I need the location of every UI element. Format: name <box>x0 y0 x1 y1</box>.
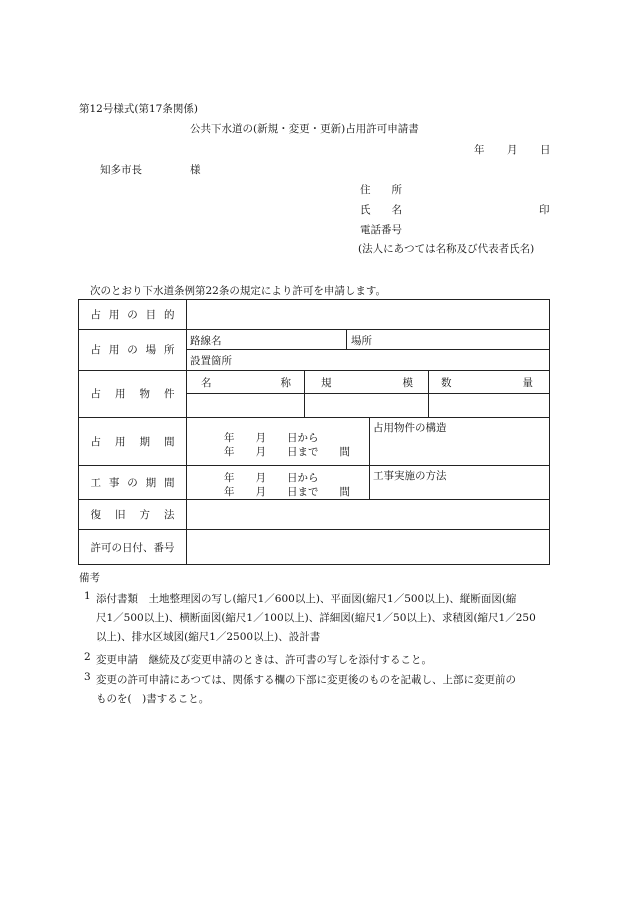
date-year: 年 <box>474 144 485 156</box>
route-name-label: 路線名 <box>190 335 222 347</box>
intro-text: 次のとおり下水道条例第22条の規定により許可を申請します。 <box>90 285 387 297</box>
period-label: 占 用 期 間 <box>90 435 175 448</box>
location-label: 場所 <box>351 335 372 347</box>
addressee-name: 知多市長 <box>100 164 142 176</box>
seal-mark: 印 <box>539 204 550 216</box>
notes-heading: 備考 <box>79 572 100 584</box>
object-label: 占 用 物 件 <box>90 388 175 400</box>
object-quantity-header: 数 量 <box>441 377 533 389</box>
restoration-label: 復 旧 方 法 <box>90 508 175 521</box>
date-day: 日 <box>540 144 551 156</box>
object-name-header: 名 称 <box>201 377 291 389</box>
date-month: 月 <box>507 144 518 156</box>
place-label: 占 用 の 場 所 <box>90 344 175 356</box>
work-method-label: 工事実施の方法 <box>373 470 447 482</box>
object-divider <box>304 370 305 417</box>
note-line: 添付書類 土地整理図の写し(縮尺1／600以上)、平面図(縮尺1／500以上)、縦断面図(縮 <box>96 593 517 605</box>
work-period-from: 年 月 日から <box>224 472 319 484</box>
period-divider <box>369 417 370 499</box>
work-period-label: 工 事 の 期 間 <box>90 476 175 489</box>
note-number: 2 <box>84 651 91 663</box>
page-title: 公共下水道の(新規・変更・更新)占用許可申請書 <box>190 123 419 135</box>
note-line: 以上)、排水区域図(縮尺1／2500以上)、設計書 <box>96 631 321 643</box>
structure-label: 占用物件の構造 <box>373 422 447 434</box>
label-column-divider <box>186 300 187 565</box>
application-table <box>78 299 550 565</box>
note-number: 1 <box>84 590 91 602</box>
note-number: 3 <box>84 671 91 683</box>
note-line: 変更の許可申請にあつては、関係する欄の下部に変更後のものを記載し、上部に変更前の <box>96 674 516 686</box>
facility-location-label: 設置箇所 <box>190 355 232 367</box>
place-divider <box>346 329 347 349</box>
purpose-label: 占 用 の 目 的 <box>90 309 175 321</box>
permit-label: 許可の日付、番号 <box>90 541 175 554</box>
note-item <box>96 651 551 670</box>
object-divider <box>428 370 429 417</box>
applicant-address-label: 住 所 <box>360 184 402 196</box>
note-line: ものを( )書すること。 <box>96 693 210 705</box>
applicant-phone-label: 電話番号 <box>360 224 402 236</box>
addressee-honorific: 様 <box>190 164 201 176</box>
note-line: 尺1／500以上)、横断面図(縮尺1／100以上)、詳細図(縮尺1／50以上)、求積図(縮尺1／250 <box>96 612 536 624</box>
period-from: 年 月 日から <box>224 432 319 444</box>
period-to: 年 月 日まで 間 <box>224 446 350 458</box>
row-divider <box>186 393 550 394</box>
applicant-name-label: 氏 名 <box>360 204 402 216</box>
note-item <box>96 590 551 647</box>
row-divider <box>186 349 550 350</box>
work-period-to: 年 月 日まで 間 <box>224 486 350 498</box>
corporation-note: (法人にあつては名称及び代表者氏名) <box>358 243 535 255</box>
note-item <box>96 671 551 709</box>
form-number: 第12号様式(第17条関係) <box>79 103 198 115</box>
object-size-header: 規 模 <box>321 377 413 389</box>
note-line: 変更申請 継続及び変更申請のときは、許可書の写しを添付すること。 <box>96 654 432 666</box>
